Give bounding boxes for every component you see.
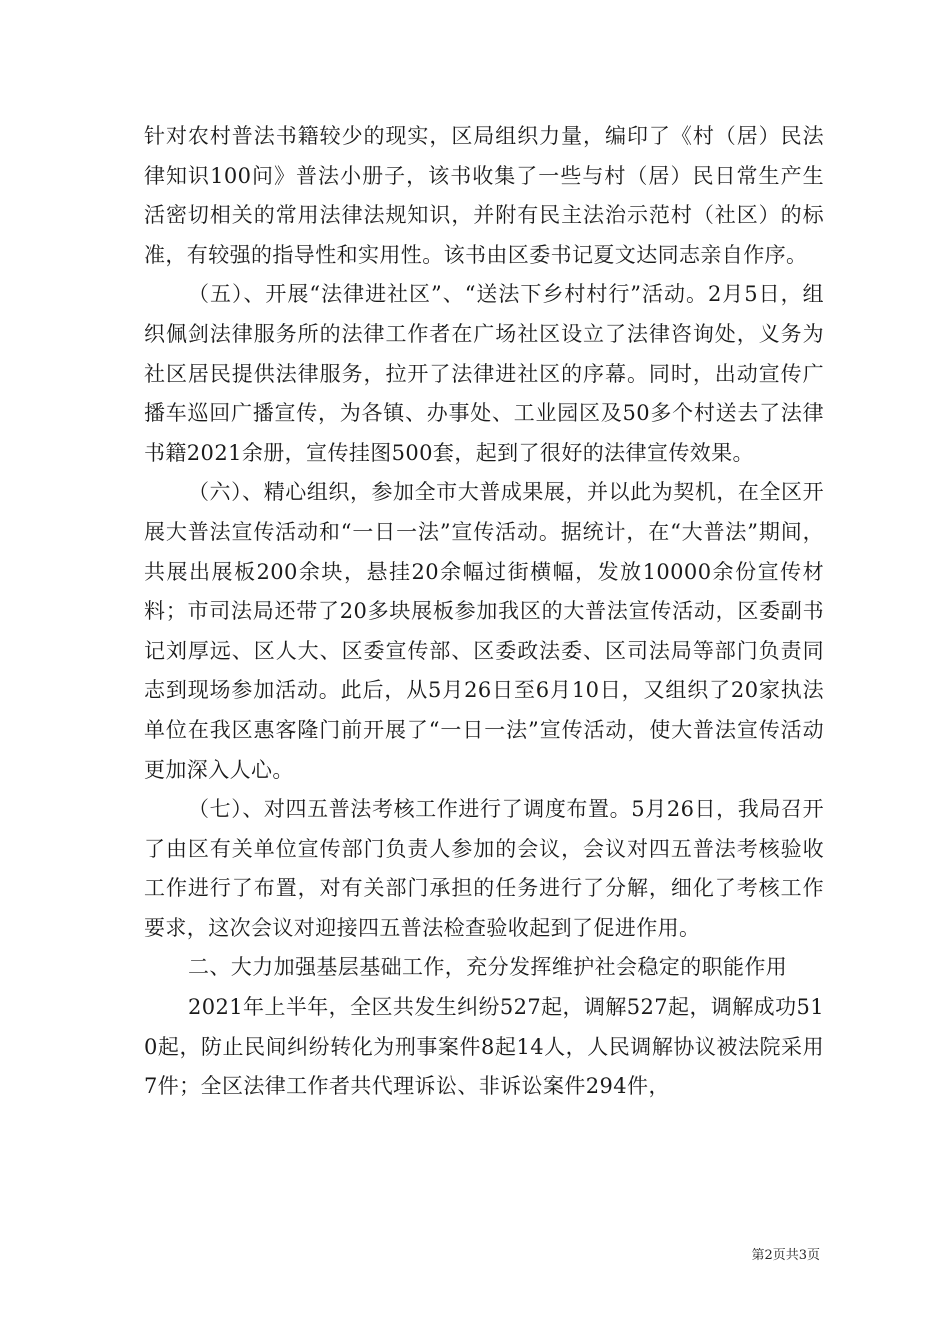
paragraph-continuation: 针对农村普法书籍较少的现实，区局组织力量，编印了《村（居）民法律知识100问》普法小册子，该书收集了一些与村（居）民日常生产生活密切相关的常用法律法规知识，并附有民主法治示范村（社区）的标准，有较强的指导性和实用性。该书由区委书记夏文达同志亲自作序。	[144, 124, 824, 267]
section-heading-two: 二、大力加强基层基础工作，充分发挥维护社会稳定的职能作用	[188, 955, 788, 980]
paragraph-section-seven: （七）、对四五普法考核工作进行了调度布置。5月26日，我局召开了由区有关单位宣传部门负责人参加的会议，会议对四五普法考核验收工作进行了布置，对有关部门承担的任务进行了分解，细化了考核工作要求，这次会议对迎接四五普法检查验收起到了促进作用。	[144, 797, 824, 940]
document-body	[144, 117, 824, 1107]
page-number-footer: 第2页共3页	[751, 1248, 820, 1263]
paragraph-section-six: （六）、精心组织，参加全市大普成果展，并以此为契机，在全区开展大普法宣传活动和“一日一法”宣传活动。据统计，在“大普法”期间，共展出展板200余块，悬挂20余幅过街横幅，发放10000余份宣传材料；市司法局还带了20多块展板参加我区的大普法宣传活动，区委副书记刘厚远、区人大、区委宣传部、区委政法委、区司法局等部门负责同志到现场参加活动。此后，从5月26日至6月10日，又组织了20家执法单位在我区惠客隆门前开展了“一日一法”宣传活动，使大普法宣传活动更加深入人心。	[144, 480, 824, 782]
paragraph-section-five: （五）、开展“法律进社区”、“送法下乡村村行”活动。2月5日，组织佩剑法律服务所的法律工作者在广场社区设立了法律咨询处，义务为社区居民提供法律服务，拉开了法律进社区的序幕。同时，出动宣传广播车巡回广播宣传，为各镇、办事处、工业园区及50多个村送去了法律书籍2021余册，宣传挂图500套，起到了很好的法律宣传效果。	[144, 282, 824, 465]
paragraph-statistics: 2021年上半年，全区共发生纠纷527起，调解527起，调解成功510起，防止民间纠纷转化为刑事案件8起14人，人民调解协议被法院采用7件；全区法律工作者共代理诉讼、非诉讼案件294件，	[144, 995, 824, 1099]
